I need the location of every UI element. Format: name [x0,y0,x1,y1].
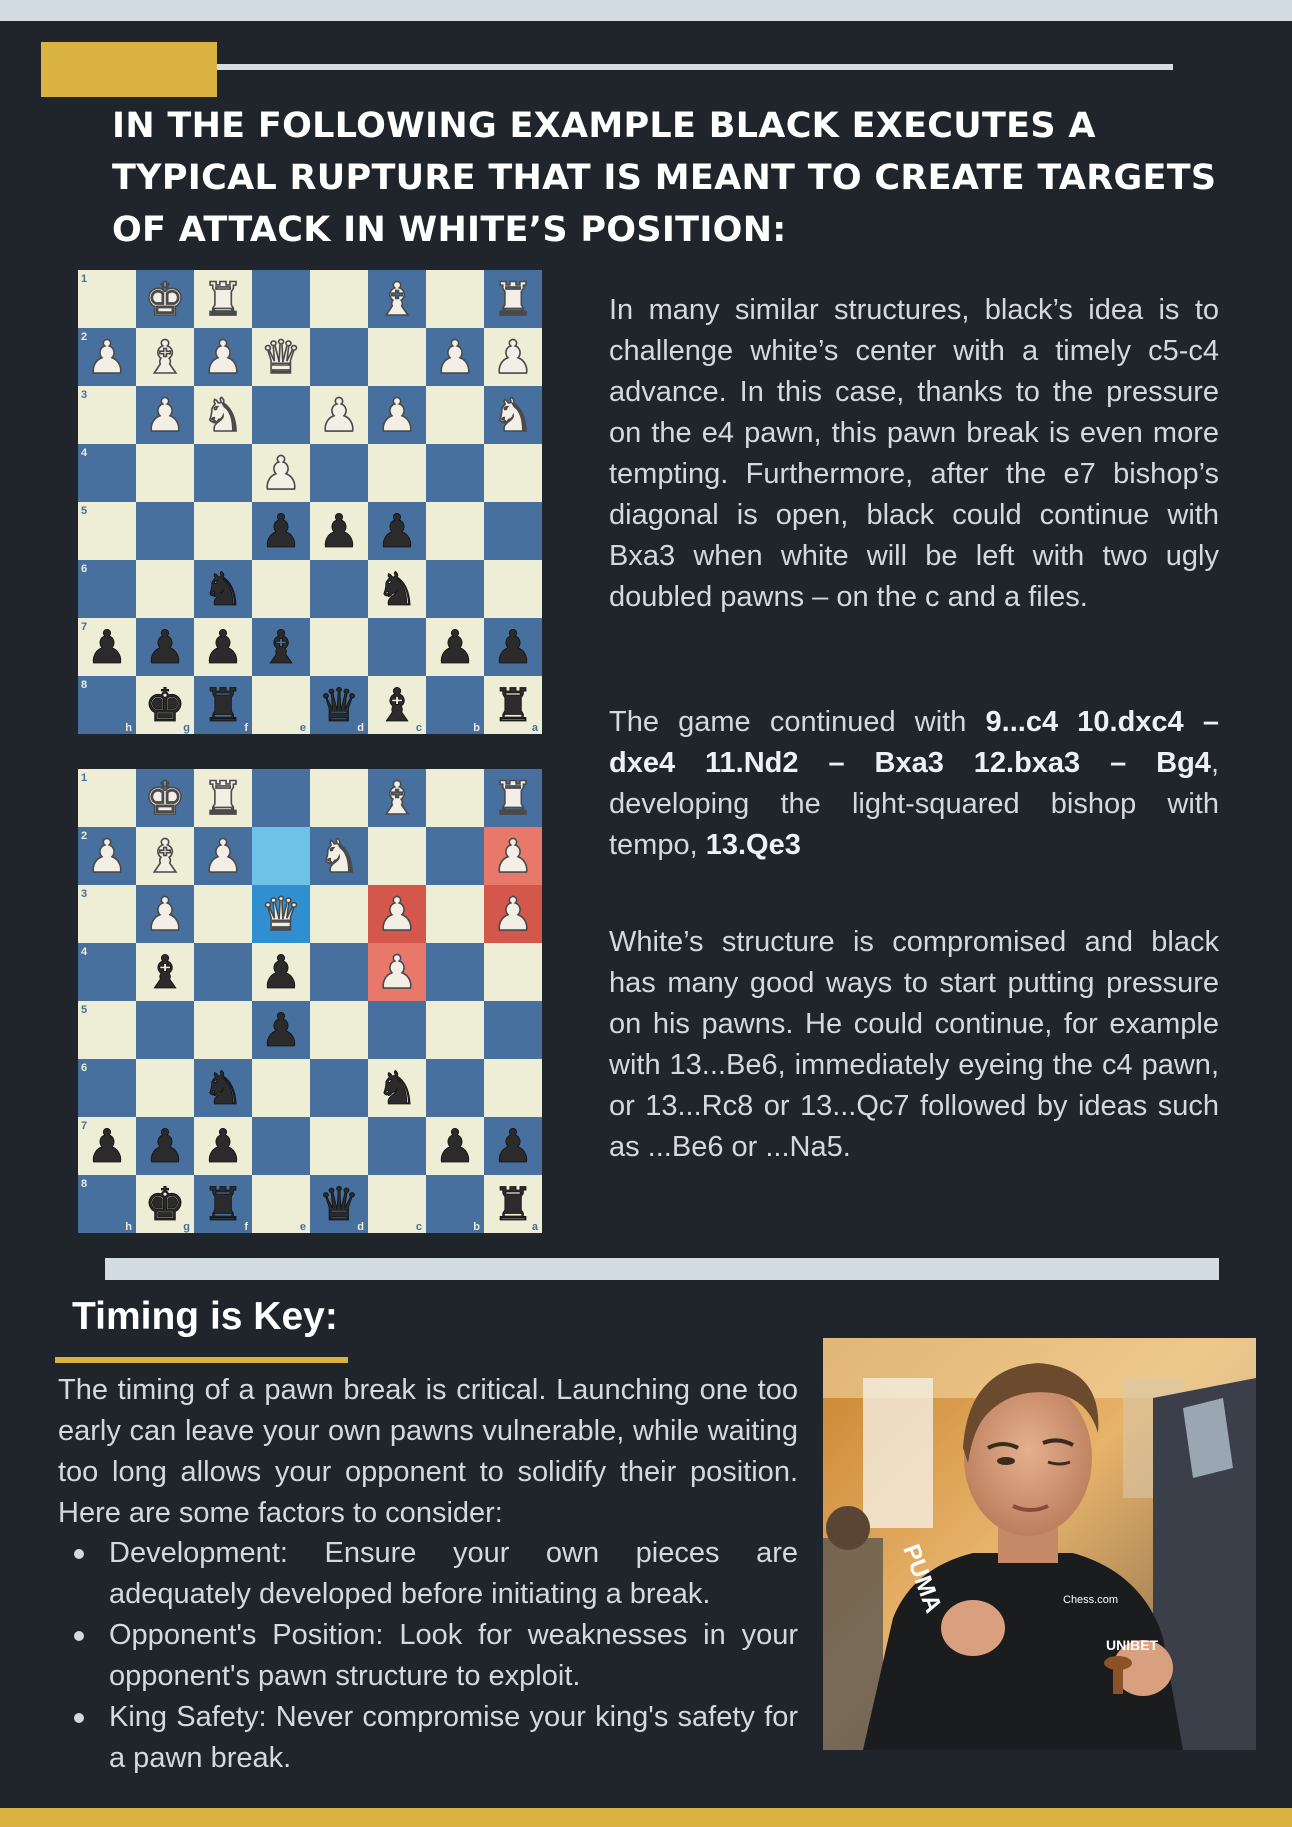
title-underline [55,1357,348,1363]
black-pawn-icon: ♟ [492,620,534,674]
board-square [194,444,252,502]
white-pawn-icon: ♟ [86,330,128,384]
white-rook-icon: ♜ [492,272,534,326]
black-queen-icon: ♛ [318,1177,360,1231]
bullet-icon [74,1631,84,1641]
rank-label: 7 [81,621,88,633]
black-pawn-icon: ♟ [86,620,128,674]
board-square [426,943,484,1001]
gold-accent-block [41,42,217,97]
player-photo [823,1338,1256,1750]
black-pawn-icon: ♟ [434,620,476,674]
paragraph-2-mid: , developing the light-squared bishop with tempo, [609,747,1219,861]
file-label: d [357,722,364,734]
board-square [484,502,542,560]
board-square [426,270,484,328]
board-square [484,560,542,618]
rank-label: 8 [81,1178,88,1190]
white-rook-icon: ♜ [202,272,244,326]
paragraph-3: White’s structure is compromised and black has many good ways to start putting pressure on his pawns. He could continue, for example with 13...Be6, immediately eyeing the c4 pawn, or 13...Rc8 or 13...Qc7 followed by ideas such as ...Be6 or ...Na5. [609,926,1219,1163]
chess-board-svg [78,270,542,734]
file-label: d [357,1221,364,1233]
rank-label: 3 [81,389,88,401]
file-label: h [125,722,132,734]
white-pawn-icon: ♟ [144,388,186,442]
paragraph-2-pre: The game continued with [609,706,986,738]
file-label: f [244,1221,248,1233]
board-square [426,1001,484,1059]
white-queen-icon: ♛ [260,887,302,941]
rank-label: 3 [81,888,88,900]
game-moves: 9...c4 10.dxc4 – dxe4 11.Nd2 – Bxa3 12.bxa3 – Bg4 [609,706,1219,779]
black-rook-icon: ♜ [202,1177,244,1231]
board-square [136,1059,194,1117]
rank-label: 1 [81,273,88,285]
rank-label: 2 [81,830,88,842]
rank-label: 4 [81,447,88,459]
file-label: f [244,722,248,734]
board-square [310,943,368,1001]
black-knight-icon: ♞ [202,562,244,616]
black-king-icon: ♚ [144,1177,186,1231]
black-king-icon: ♚ [144,678,186,732]
bullet-icon [74,1549,84,1559]
file-label: e [299,1221,306,1233]
board-square [252,386,310,444]
board-square [252,827,310,885]
board-square [252,769,310,827]
board-square [310,618,368,676]
board-square [310,444,368,502]
board-square [368,1001,426,1059]
top-bar [0,0,1292,21]
black-bishop-icon: ♝ [260,620,302,674]
black-rook-icon: ♜ [202,678,244,732]
black-pawn-icon: ♟ [434,1119,476,1173]
board-square [426,560,484,618]
board-square [252,270,310,328]
rank-label: 2 [81,331,88,343]
board-square [310,1059,368,1117]
board-square [368,328,426,386]
white-bishop-icon: ♝ [144,330,186,384]
file-label: a [531,722,538,734]
list-item [58,1533,798,1615]
section-divider [105,1258,1219,1280]
board-square [310,270,368,328]
board-square [252,1117,310,1175]
board-square [194,943,252,1001]
rank-label: 6 [81,1062,88,1074]
section-title: Timing is Key: [72,1295,338,1338]
file-label: b [473,722,480,734]
list-item-text: Development: Ensure your own pieces are adequately developed before initiating a break. [109,1537,798,1610]
black-pawn-icon: ♟ [260,945,302,999]
board-square [194,1001,252,1059]
rank-label: 4 [81,946,88,958]
white-king-icon: ♚ [144,771,186,825]
black-rook-icon: ♜ [492,1177,534,1231]
board-square [368,827,426,885]
board-square [194,502,252,560]
white-pawn-icon: ♟ [260,446,302,500]
black-pawn-icon: ♟ [492,1119,534,1173]
white-knight-icon: ♞ [492,388,534,442]
board-square [484,1001,542,1059]
white-queen-icon: ♛ [260,330,302,384]
factor-list [58,1533,798,1779]
white-knight-icon: ♞ [202,388,244,442]
photo-text-unibet: UNIBET [1106,1637,1159,1653]
board-square [310,560,368,618]
paragraph-1: In many similar structures, black’s idea is to challenge white’s center with a timely c5-c4 advance. In this case, thanks to the pressure on the e4 pawn, this pawn break is even more tempting. Furthermore, after the e7 bishop’s diagonal is open, black could continue with Bxa3 when white will be left with two ugly doubled pawns – on the c and a files. [609,294,1219,613]
white-pawn-icon: ♟ [492,887,534,941]
board-square [426,444,484,502]
white-pawn-icon: ♟ [86,829,128,883]
file-label: a [531,1221,538,1233]
black-knight-icon: ♞ [376,562,418,616]
board-square [310,885,368,943]
black-pawn-icon: ♟ [202,1119,244,1173]
headline: IN THE FOLLOWING EXAMPLE BLACK EXECUTES A TYPICAL RUPTURE THAT IS MEANT TO CREATE TARGETS OF ATTACK IN WHITE’S POSITION: [112,106,1217,250]
rank-label: 8 [81,679,88,691]
black-queen-icon: ♛ [318,678,360,732]
board-square [136,1001,194,1059]
black-pawn-icon: ♟ [144,1119,186,1173]
board-square [368,444,426,502]
chess-board-2 [78,769,542,1233]
black-pawn-icon: ♟ [376,504,418,558]
file-label: g [183,1221,190,1233]
rank-label: 5 [81,1004,88,1016]
photo-text-chesscom: Chess.com [1063,1594,1119,1606]
white-bishop-icon: ♝ [144,829,186,883]
file-label: e [299,722,306,734]
board-square [426,769,484,827]
board-square [426,1059,484,1117]
bullet-icon [74,1713,84,1723]
white-king-icon: ♚ [144,272,186,326]
black-bishop-icon: ♝ [376,678,418,732]
list-item [58,1615,798,1697]
board-square [368,1117,426,1175]
white-bishop-icon: ♝ [376,771,418,825]
white-pawn-icon: ♟ [376,887,418,941]
board-square [136,502,194,560]
board-square [426,885,484,943]
list-item-text: King Safety: Never compromise your king's safety for a pawn break. [109,1701,798,1774]
white-rook-icon: ♜ [202,771,244,825]
white-knight-icon: ♞ [318,829,360,883]
black-rook-icon: ♜ [492,678,534,732]
rank-label: 1 [81,772,88,784]
board-square [252,1059,310,1117]
board-square [310,1117,368,1175]
white-pawn-icon: ♟ [376,388,418,442]
black-knight-icon: ♞ [376,1061,418,1115]
board-square [426,827,484,885]
file-label: b [473,1221,480,1233]
game-move-qe3: 13.Qe3 [705,829,801,861]
black-knight-icon: ♞ [202,1061,244,1115]
list-item [58,1697,798,1779]
black-pawn-icon: ♟ [202,620,244,674]
board-square [368,618,426,676]
white-pawn-icon: ♟ [318,388,360,442]
white-pawn-icon: ♟ [144,887,186,941]
white-pawn-icon: ♟ [202,829,244,883]
white-pawn-icon: ♟ [492,330,534,384]
board-square [136,444,194,502]
list-item-text: Opponent's Position: Look for weaknesses in your opponent's pawn structure to exploit. [109,1619,798,1692]
white-pawn-icon: ♟ [202,330,244,384]
board-square [310,1001,368,1059]
rank-label: 5 [81,505,88,517]
rank-label: 6 [81,563,88,575]
black-pawn-icon: ♟ [86,1119,128,1173]
board-square [426,502,484,560]
chess-board-1 [78,270,542,734]
board-square [484,444,542,502]
chess-board-svg [78,769,542,1233]
board-square [484,1059,542,1117]
file-label: c [415,722,422,734]
black-bishop-icon: ♝ [144,945,186,999]
board-square [310,769,368,827]
board-square [252,560,310,618]
board-square [484,943,542,1001]
top-divider [217,64,1173,70]
white-pawn-icon: ♟ [434,330,476,384]
file-label: h [125,1221,132,1233]
bottom-bar [0,1808,1292,1827]
board-square [310,328,368,386]
white-pawn-icon: ♟ [492,829,534,883]
black-pawn-icon: ♟ [260,1003,302,1057]
section-body: The timing of a pawn break is critical. Launching one too early can leave your own pawns vulnerable, while waiting too long allows your opponent to solidify their position. Here are some factors to consider: [58,1374,798,1529]
black-pawn-icon: ♟ [260,504,302,558]
board-square [136,560,194,618]
rank-label: 7 [81,1120,88,1132]
white-bishop-icon: ♝ [376,272,418,326]
paragraph-2 [609,702,1219,866]
white-rook-icon: ♜ [492,771,534,825]
black-pawn-icon: ♟ [144,620,186,674]
board-square [194,885,252,943]
file-label: g [183,722,190,734]
file-label: c [415,1221,422,1233]
board-square [426,386,484,444]
black-pawn-icon: ♟ [318,504,360,558]
white-pawn-icon: ♟ [376,945,418,999]
photo-text-puma: PUMA [897,1540,947,1617]
